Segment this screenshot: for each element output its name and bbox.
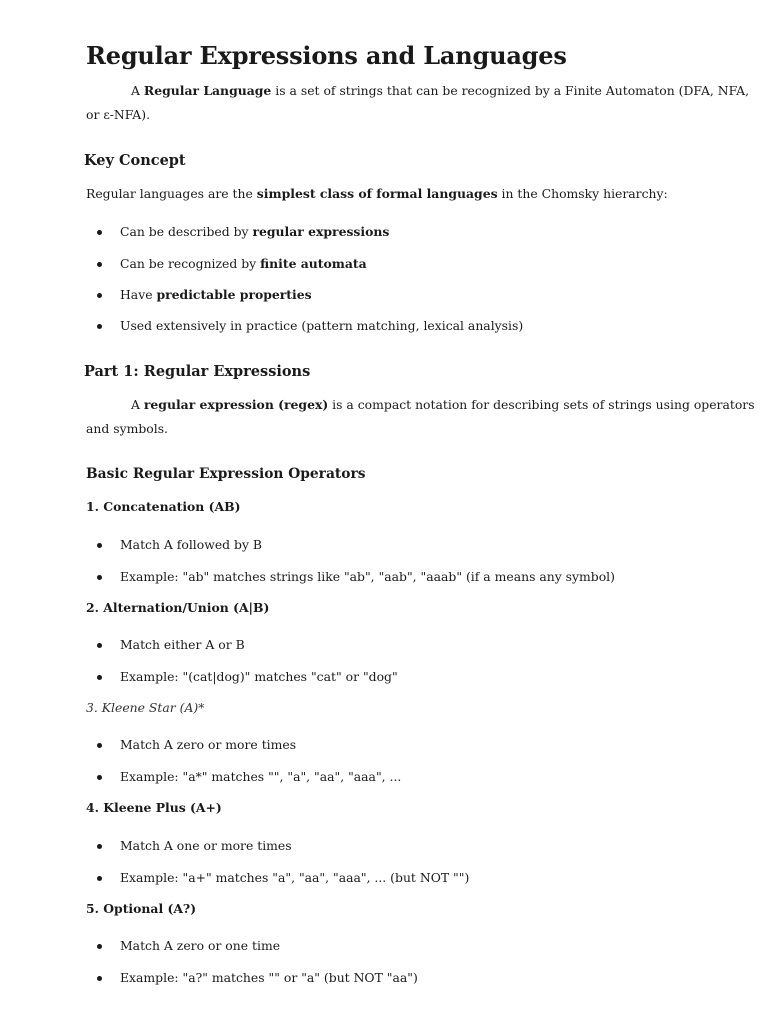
intro-pre: A [131,83,144,98]
key-concept-text [86,185,668,203]
list-item: Match A zero or more times [120,737,297,752]
list-item-bold: finite automata [260,256,367,271]
operators-heading: Basic Regular Expression Operators [86,466,366,482]
list-item: Match A one or more times [120,838,292,853]
bullet-dot [97,262,102,267]
list-item: Match A followed by B [120,537,263,552]
section-heading-kleene-star: 3. Kleene Star (A)* [86,700,205,715]
page-title: Regular Expressions and Languages [86,41,567,70]
bullet-dot [97,976,102,981]
list-item [120,286,312,304]
intro-bold: Regular Language [143,83,272,98]
list-item-text: Have [120,287,157,302]
bullet-dot [97,775,102,780]
intro-line-1 [131,82,749,100]
key-concept-pre: Regular languages are the [86,186,257,201]
part1-line-1 [131,396,755,414]
intro-post: is a set of strings that can be recognized by a Finite Automaton (DFA, NFA, [271,83,750,98]
bullet-dot [97,844,102,849]
section-heading-kleene-plus: 4. Kleene Plus (A+) [86,800,222,815]
part1-bold: regular expression (regex) [143,397,329,412]
bullet-dot [97,675,102,680]
part1-pre: A [131,397,144,412]
list-item: Example: "(cat|dog)" matches "cat" or "dog" [120,669,398,684]
bullet-dot [97,743,102,748]
list-item: Used extensively in practice (pattern matching, lexical analysis) [120,318,524,333]
section-heading-concatenation: 1. Concatenation (AB) [86,499,241,514]
list-item: Example: "a?" matches "" or "a" (but NOT "aa") [120,970,418,985]
section-heading-optional: 5. Optional (A?) [86,901,197,916]
list-item-bold: regular expressions [252,224,390,239]
key-concept-post: in the Chomsky hierarchy: [497,186,668,201]
list-item-text: Can be recognized by [120,256,261,271]
key-concept-bold: simplest class of formal languages [256,186,498,201]
bullet-dot [97,876,102,881]
bullet-dot [97,324,102,329]
part1-post: is a compact notation for describing sets of strings using operators [328,397,755,412]
list-item: Example: "a*" matches "", "a", "aa", "aaa", ... [120,769,402,784]
list-item [120,223,389,241]
bullet-dot [97,643,102,648]
list-item-bold: predictable properties [156,287,312,302]
bullet-dot [97,575,102,580]
bullet-dot [97,230,102,235]
bullet-dot [97,543,102,548]
part1-line-2: and symbols. [86,421,168,436]
list-item-text: Can be described by [120,224,253,239]
list-item: Match A zero or one time [120,938,281,953]
section-heading-alternation: 2. Alternation/Union (A|B) [86,600,270,615]
list-item [120,255,367,273]
part1-heading: Part 1: Regular Expressions [84,363,311,380]
key-concept-heading: Key Concept [84,152,186,169]
bullet-dot [97,293,102,298]
list-item: Example: "ab" matches strings like "ab", "aab", "aaab" (if a means any symbol) [120,569,615,584]
list-item: Match either A or B [120,637,245,652]
list-item: Example: "a+" matches "a", "aa", "aaa", ... (but NOT "") [120,870,470,885]
intro-line-2: or ε-NFA). [86,107,151,122]
bullet-dot [97,944,102,949]
